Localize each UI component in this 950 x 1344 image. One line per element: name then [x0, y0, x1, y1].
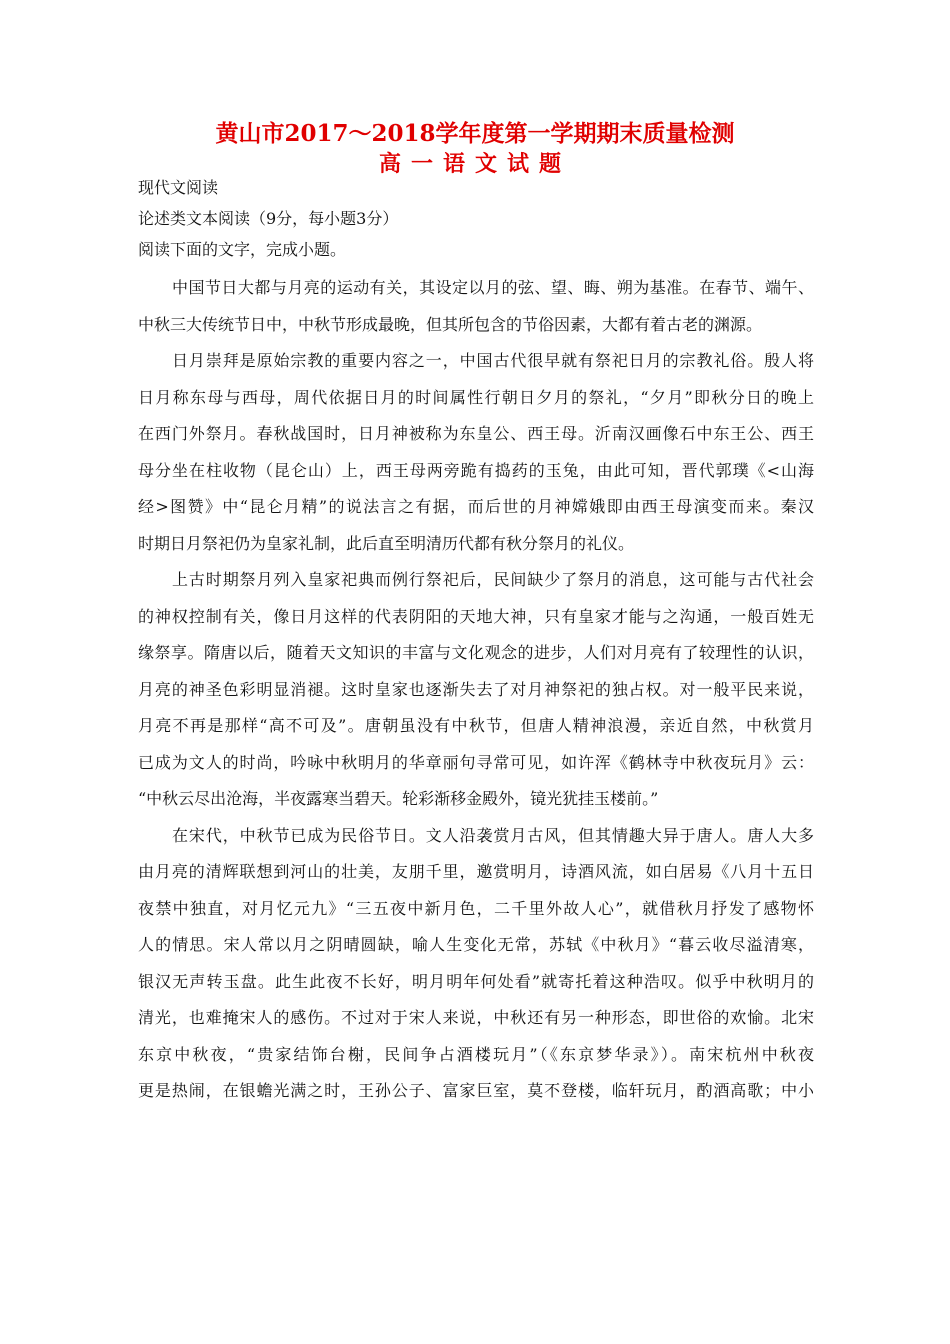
title-block	[0, 118, 950, 178]
paragraph-line: 经>图赞》中“昆仑月精”的说法言之有据，而后世的月神嫦娥即由西王母演变而来。秦汉	[138, 497, 814, 516]
paragraph-line: 缘祭享。隋唐以后，随着天文知识的丰富与文化观念的进步，人们对月亮有了较理性的认识，	[138, 643, 814, 662]
paragraph-line: 中秋三大传统节日中，中秋节形成最晚，但其所包含的节俗因素，大都有着古老的渊源。	[138, 314, 763, 334]
exam-subtitle: 高一语文试题	[378, 151, 571, 177]
paragraph-line: 时期日月祭祀仍为皇家礼制，此后直至明清历代都有秋分祭月的礼仪。	[138, 533, 635, 553]
paragraph	[138, 270, 814, 343]
paragraph	[138, 343, 814, 562]
paragraph-line: 在西门外祭月。春秋战国时，日月神被称为东皇公、西王母。沂南汉画像石中东王公、西王	[138, 424, 814, 443]
paragraph	[138, 818, 814, 1110]
instruction-text: 阅读下面的文字，完成小题。	[138, 240, 347, 259]
paragraph-line: 的神权控制有关，像日月这样的代表阴阳的天地大神，只有皇家才能与之沟通，一般百姓无	[138, 606, 814, 626]
paragraph-line: 已成为文人的时尚，吟咏中秋明月的华章丽句寻常可见，如许浑《鹤林寺中秋夜玩月》云：	[138, 752, 814, 772]
paragraph-line: 在宋代，中秋节已成为民俗节日。文人沿袭赏月古风，但其情趣大异于唐人。唐人大多	[172, 825, 814, 845]
paragraph-line: “中秋云尽出沧海，半夜露寒当碧天。轮彩渐移金殿外，镜光犹挂玉楼前。”	[138, 789, 659, 808]
exam-title: 黄山市2017～2018学年度第一学期期末质量检测	[215, 120, 735, 147]
paragraph-line: 上古时期祭月列入皇家祀典而例行祭祀后，民间缺少了祭月的消息，这可能与古代社会	[172, 570, 814, 589]
paragraph-line: 日月称东母与西母，周代依据日月的时间属性行朝日夕月的祭礼，“夕月”即秋分日的晚上	[138, 387, 814, 407]
paragraph-line: 日月崇拜是原始宗教的重要内容之一，中国古代很早就有祭祀日月的宗教礼俗。殷人将	[172, 351, 814, 370]
paragraph-line: 月亮不再是那样“高不可及”。唐朝虽没有中秋节，但唐人精神浪漫，亲近自然，中秋赏月	[138, 716, 814, 735]
paragraph-line: 人的情思。宋人常以月之阴晴圆缺，喻人生变化无常，苏轼《中秋月》“暮云收尽溢清寒，	[138, 935, 814, 954]
document-body	[138, 172, 814, 1110]
paragraph	[138, 562, 814, 818]
paragraph-line: 更是热闹，在银蟾光满之时，王孙公子、富家巨室，莫不登楼，临轩玩月，酌酒高歌；中小	[138, 1081, 814, 1100]
paragraph-line: 银汉无声转玉盘。此生此夜不长好，明月明年何处看”就寄托着这种浩叹。似乎中秋明月的	[138, 971, 814, 991]
paragraph-line: 中国节日大都与月亮的运动有关，其设定以月的弦、望、晦、朔为基准。在春节、端午、	[172, 278, 814, 297]
subsection-heading: 论述类文本阅读（9分，每小题3分）	[138, 209, 399, 228]
paragraph-line: 母分坐在柱收物（昆仑山）上，西王母两旁跪有捣药的玉兔，由此可知，晋代郭璞《<山海	[138, 460, 814, 480]
paragraph-line: 由月亮的清辉联想到河山的壮美，友朋千里，邀赏明月，诗酒风流，如白居易《八月十五日	[138, 862, 814, 881]
paragraph-line: 夜禁中独直，对月忆元九》“三五夜中新月色，二千里外故人心”，就借秋月抒发了感物怀	[138, 898, 814, 918]
section-heading: 现代文阅读	[138, 178, 219, 197]
paragraph-line: 东京中秋夜，“贵家结饰台榭，民间争占酒楼玩月”（《东京梦华录》）。南宋杭州中秋夜	[138, 1044, 814, 1064]
paragraph-line: 月亮的神圣色彩明显消褪。这时皇家也逐渐失去了对月神祭祀的独占权。对一般平民来说，	[138, 679, 814, 699]
passage	[138, 270, 814, 1110]
paragraph-line: 清光，也难掩宋人的感伤。不过对于宋人来说，中秋还有另一种形态，即世俗的欢愉。北宋	[138, 1008, 814, 1027]
